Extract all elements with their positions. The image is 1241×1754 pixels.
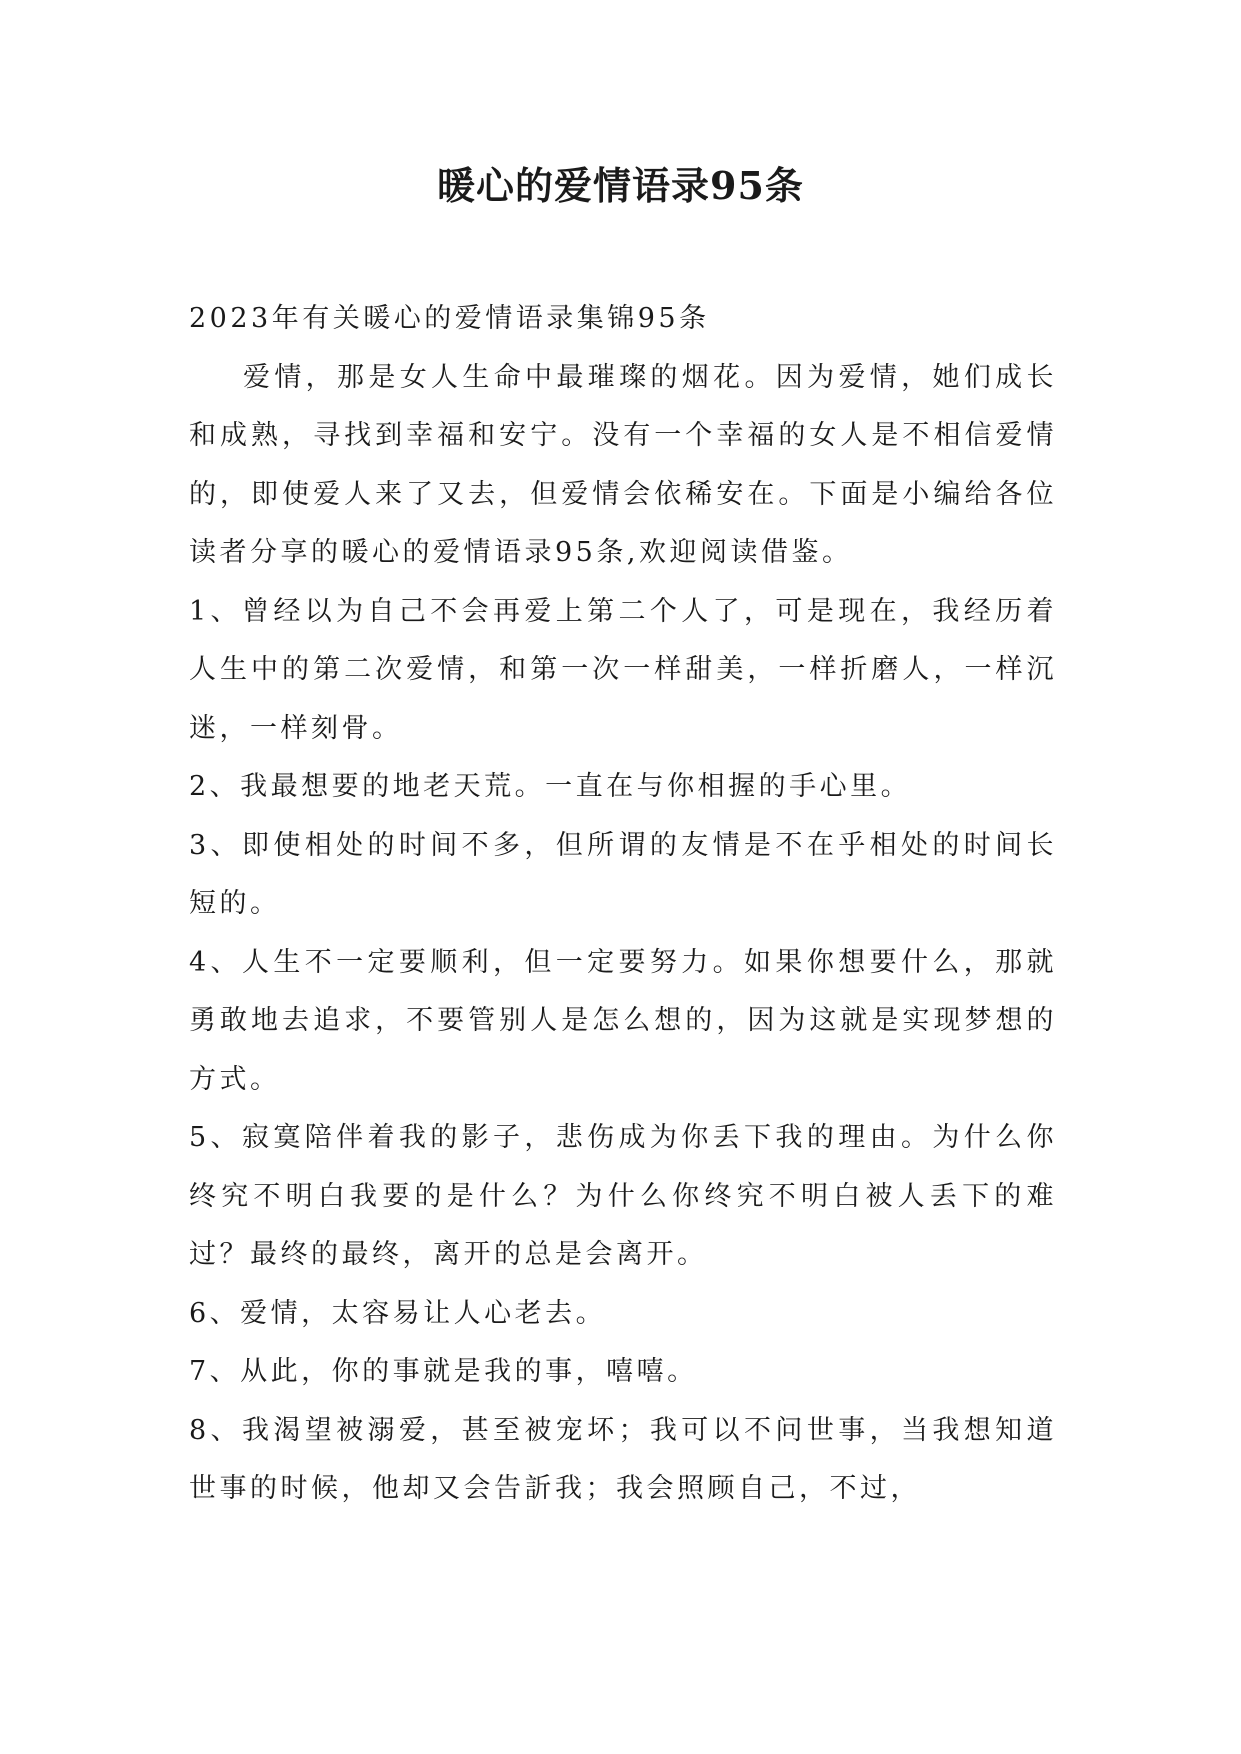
quote-item: 8、我渴望被溺爱，甚至被宠坏；我可以不问世事，当我想知道世事的时候，他却又会告訢我；我会照顾自己，不过， [189,1414,1057,1504]
document-title: 暖心的爱情语录95条 [437,163,804,208]
quote-item: 4、人生不一定要顺利，但一定要努力。如果你想要什么，那就勇敢地去追求，不要管别人是怎么想的，因为这就是实现梦想的方式。 [189,946,1057,1095]
quote-item: 1、曾经以为自己不会再爱上第二个人了，可是现在，我经历着人生中的第二次爱情，和第一次一样甜美，一样折磨人，一样沉迷，一样刻骨。 [189,595,1057,744]
quote-item: 5、寂寞陪伴着我的影子，悲伤成为你丢下我的理由。为什么你终究不明白我要的是什么？为什么你终究不明白被人丢下的难过？最终的最终，离开的总是会离开。 [189,1122,1057,1270]
document-subtitle: 2023年有关暖心的爱情语录集锦95条 [189,303,710,334]
quote-item: 3、即使相处的时间不多，但所谓的友情是不在乎相处的时间长短的。 [189,829,1057,919]
intro-paragraph: 爱情，那是女人生命中最璀璨的烟花。因为爱情，她们成长和成熟，寻找到幸福和安宁。没有一个幸福的女人是不相信爱情的，即使爱人来了又去，但爱情会依稀安在。下面是小编给各位读者分享的暖心的爱情语录95条,欢迎阅读借鉴。 [189,361,1057,568]
quote-item: 2、我最想要的地老天荒。一直在与你相握的手心里。 [189,771,912,802]
quote-item: 7、从此，你的事就是我的事，嘻嘻。 [189,1356,698,1387]
quote-item: 6、爱情，太容易让人心老去。 [189,1297,607,1329]
document-body [189,290,1057,1519]
